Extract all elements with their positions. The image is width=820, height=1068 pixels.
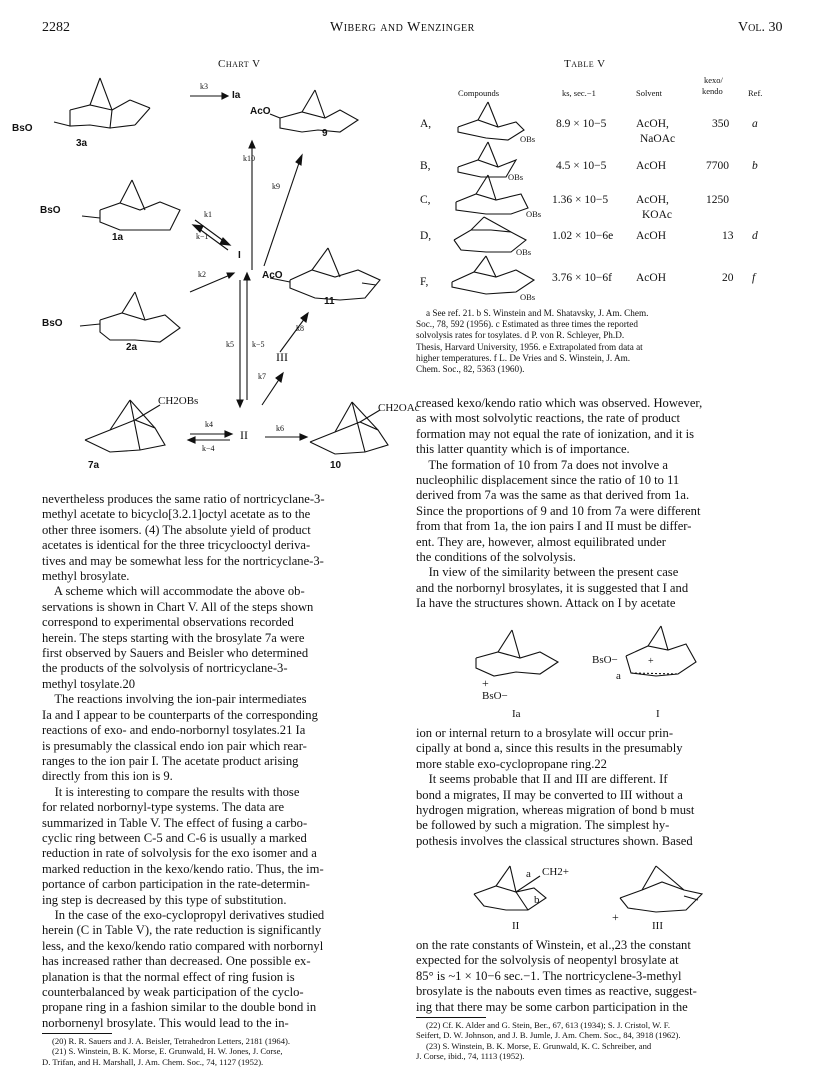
right-column-text-c — [416, 938, 780, 1015]
right-line: expected for the solvolysis of neopentyl brosylate at — [416, 953, 679, 968]
label-k-4: k−4 — [202, 444, 215, 453]
left-line: ing step is decreased by this type of substitution. — [42, 892, 287, 907]
right-line: and the norbornyl brosylates, it is suggested that I and — [416, 580, 689, 595]
row-d-ratio: 13 — [722, 230, 734, 242]
row-c-solvent2: KOAc — [642, 209, 673, 221]
row-b-ratio: 7700 — [706, 160, 729, 172]
right-line: ent. They are, however, almost equilibrated under — [416, 534, 666, 549]
i-plus: + — [648, 656, 654, 667]
row-f-solvent: AcOH — [636, 272, 667, 284]
table-title: Table V — [564, 58, 606, 70]
left-line: In the case of the exo-cyclopropyl derivatives studied — [42, 907, 325, 922]
table-footnotes — [416, 308, 780, 375]
left-line: the products of the solvolysis of nortricyclane-3- — [42, 661, 288, 676]
ii-ch2: CH2+ — [542, 866, 569, 878]
row-d-ref: d — [752, 230, 758, 242]
label-10: 10 — [330, 460, 342, 471]
label-k8: k8 — [296, 324, 304, 333]
structures-ii-iii — [416, 854, 780, 934]
label-3a: 3a — [76, 138, 88, 149]
left-column-text — [42, 492, 404, 1031]
left-line: is presumably the classical endo ion pair which rear- — [42, 738, 307, 753]
left-line: nevertheless produces the same ratio of nortricyclane-3- — [42, 492, 325, 506]
label-9: 9 — [322, 128, 328, 139]
left-line: other three isomers. (4) The absolute yield of product — [42, 522, 311, 537]
left-footnotes — [42, 1036, 404, 1067]
ia-bso: BsO− — [482, 690, 508, 702]
left-line: servations is shown in Chart V. All of the steps shown — [42, 599, 314, 614]
left-line: has increased rather than decreased. One possible ex- — [42, 954, 311, 969]
right-line: the conditions of the solvolysis. — [416, 550, 576, 565]
right-line: hydrogen migration, whereas migration of bond b must — [416, 803, 695, 818]
left-line: The reactions involving the ion-pair intermediates — [42, 692, 307, 707]
row-f-id: F, — [420, 276, 429, 288]
right-footnote-rule — [416, 1017, 486, 1018]
label-k9: k9 — [272, 182, 280, 191]
right-line: more stable exo-cyclopropane ring.22 — [416, 756, 607, 771]
right-column-text-a — [416, 396, 780, 612]
row-d-obs: OBs — [516, 247, 532, 257]
row-b-obs: OBs — [508, 172, 524, 182]
row-f-ratio: 20 — [722, 272, 734, 284]
left-line: counterbalanced by weak participation of the cyclo- — [42, 985, 304, 999]
row-d-solvent: AcOH — [636, 230, 667, 242]
label-ii-struct: II — [512, 920, 520, 932]
chart-title: Chart V — [218, 58, 261, 70]
chart-v-structures — [40, 70, 400, 470]
row-a-id: A, — [420, 118, 432, 130]
label-k-1: k−1 — [196, 232, 209, 241]
label-bso-3a: BsO — [12, 123, 33, 134]
row-a-ks: 8.9 × 10−5 — [556, 118, 607, 130]
volume: Vol. 30 — [738, 20, 783, 35]
right-line: nucleophilic displacement since the ratio of 10 to 11 — [416, 473, 680, 488]
label-ion-ii: II — [240, 428, 248, 442]
i-bond-a: a — [616, 670, 621, 682]
ii-bond-b: b — [534, 894, 540, 906]
footnote-23-cont: J. Corse, ibid., 74, 1113 (1952). — [416, 1051, 525, 1062]
row-f-ref: f — [752, 272, 756, 284]
right-line: derived from 7a was the same as that derived from 1a. — [416, 488, 690, 503]
label-1a: 1a — [112, 232, 124, 243]
row-a-ratio: 350 — [712, 118, 730, 130]
row-b-ks: 4.5 × 10−5 — [556, 160, 607, 172]
right-line: pothesis involves the classical structures shown. Based — [416, 833, 693, 848]
table-footnote-line: Chem. Soc., 82, 5363 (1960). — [416, 364, 525, 375]
left-line: herein. The steps starting with the brosylate 7a were — [42, 630, 305, 645]
row-d-id: D, — [420, 230, 432, 242]
label-ia-struct: Ia — [512, 708, 521, 720]
right-line: cipally at bond a, since this results in the presumably — [416, 741, 683, 756]
label-k6: k6 — [276, 424, 284, 433]
left-line: summarized in Table V. The effect of fusing a carbo- — [42, 815, 308, 830]
footnote-21-cont: D. Trifan, and H. Marshall, J. Am. Chem. Soc., 74, 1127 (1952). — [42, 1056, 264, 1067]
label-aco-9: AcO — [250, 106, 271, 117]
row-c-solvent: AcOH, — [636, 194, 669, 206]
label-iii-struct: III — [652, 920, 663, 932]
label-ion-iii: III — [276, 350, 288, 364]
table-footnote-line: higher temperatures. f L. De Vries and S. Winstein, J. Am. — [416, 352, 631, 363]
footnote-20: (20) R. R. Sauers and J. A. Beisler, Tetrahedron Letters, 2181 (1964). — [52, 1036, 291, 1046]
left-line: correspond to experimental observations recorded — [42, 615, 294, 630]
left-line: tives and may be somewhat less for the nortricyclane-3- — [42, 553, 324, 568]
header-ratio-top: kexo/ — [704, 75, 723, 85]
left-line: marked reduction in the kexo/kendo ratio. Thus, the im- — [42, 861, 324, 876]
chart-v-scheme — [12, 70, 420, 471]
running-title: Wiberg and Wenzinger — [330, 20, 475, 35]
label-ion-i: I — [238, 250, 241, 261]
left-line: less, and the kexo/kendo ratio compared with norbornyl — [42, 938, 324, 953]
right-line: this latter quantity which is of importance. — [416, 442, 630, 457]
i-bso: BsO− — [592, 654, 618, 666]
left-line: cyclic ring between C-5 and C-6 is usually a marked — [42, 830, 307, 845]
left-footnote-rule — [42, 1033, 112, 1034]
left-line: planation is that the normal effect of ring fusion is — [42, 969, 295, 984]
right-line: brosylate is the nabouts even times as reactive, suggest- — [416, 984, 697, 999]
footnote-22: (22) Cf. K. Alder and G. Stein, Ber., 67, 613 (1934); S. J. Cristol, W. F. — [426, 1020, 670, 1030]
left-line: reduction in rate of solvolysis for the exo isomer and a — [42, 846, 317, 861]
label-k-5: k−5 — [252, 340, 265, 349]
header-ks: ks, sec.−1 — [562, 88, 596, 98]
left-line: for related norbornyl-type systems. The data are — [42, 800, 285, 815]
label-k3: k3 — [200, 82, 208, 91]
row-b-ref: b — [752, 160, 758, 172]
right-line: from that from 1a, the ion pairs I and II must be differ- — [416, 519, 692, 534]
left-line: propane ring in a fashion similar to the double bond in — [42, 1000, 317, 1015]
table-v — [416, 72, 780, 312]
right-line: In view of the similarity between the present case — [416, 565, 679, 580]
left-line: methyl acetate to bicyclo[3.2.1]octyl acetate as to the — [42, 507, 311, 522]
row-d-ks: 1.02 × 10−6e — [552, 230, 614, 242]
label-k1: k1 — [204, 210, 212, 219]
right-line: 85° is ~1 × 10−6 sec.−1. The nortricyclene-3-methyl — [416, 968, 682, 983]
label-k10: k10 — [243, 154, 255, 163]
left-line: norbornenyl brosylate. This would lead to the in- — [42, 1015, 289, 1030]
row-a-ref: a — [752, 118, 758, 130]
row-c-ks: 1.36 × 10−5 — [552, 194, 609, 206]
right-line: on the rate constants of Winstein, et al.,23 the constant — [416, 938, 691, 952]
row-c-id: C, — [420, 194, 431, 206]
row-b-solvent: AcOH — [636, 160, 667, 172]
left-line: reactions of exo- and endo-norbornyl tosylates.21 Ia — [42, 723, 306, 738]
footnote-21: (21) S. Winstein, B. K. Morse, E. Grunwald, H. W. Jones, J. Corse, — [52, 1046, 283, 1057]
label-k7: k7 — [258, 372, 266, 381]
row-b-id: B, — [420, 160, 431, 172]
right-line: Ia have the structures shown. Attack on I by acetate — [416, 596, 676, 611]
left-line: methyl brosylate. — [42, 569, 130, 584]
left-line: portance of carbon participation in the rate-determin- — [42, 877, 310, 892]
right-footnotes — [416, 1020, 780, 1062]
right-line: be followed by such a migration. The simplest hy- — [416, 818, 670, 833]
label-i-struct: I — [656, 708, 660, 720]
footnote-23: (23) S. Winstein, B. K. Morse, E. Grunwald, K. C. Schreiber, and — [426, 1040, 652, 1051]
row-a-obs: OBs — [520, 134, 536, 144]
label-k2: k2 — [198, 270, 206, 279]
left-line: first observed by Sauers and Beisler who determined — [42, 646, 309, 661]
right-line: Since the proportions of 9 and 10 from 7a were different — [416, 503, 701, 518]
right-column-text-b — [416, 726, 780, 849]
header-compounds: Compounds — [458, 88, 500, 98]
right-line: bond a migrates, II may be converted to III without a — [416, 787, 683, 802]
label-bso-2a: BsO — [42, 318, 63, 329]
table-footnote-line: a See ref. 21. b S. Winstein and M. Shatavsky, J. Am. Chem. — [426, 308, 649, 318]
table-footnote-line: Soc., 78, 592 (1956). c Estimated as three times the reported — [416, 319, 638, 330]
label-2a: 2a — [126, 342, 138, 353]
structures-ia-i — [416, 618, 780, 718]
right-line: The formation of 10 from 7a does not involve a — [416, 457, 668, 472]
label-ch2oac: CH2OAc — [378, 402, 420, 414]
row-f-ks: 3.76 × 10−6f — [552, 272, 612, 284]
left-line: Ia and I appear to be counterparts of the corresponding — [42, 707, 318, 722]
header-ratio-bottom: kendo — [702, 86, 723, 96]
right-line: as with most solvolytic reactions, the rate of product — [416, 411, 681, 426]
header-ref: Ref. — [748, 88, 763, 98]
row-c-ratio: 1250 — [706, 194, 729, 206]
row-f-obs: OBs — [520, 292, 536, 302]
label-k5: k5 — [226, 340, 234, 349]
iii-plus: + — [612, 910, 619, 924]
row-a-solvent: AcOH, — [636, 118, 669, 130]
left-line: It is interesting to compare the results with those — [42, 784, 300, 799]
right-line: ion or internal return to a brosylate will occur prin- — [416, 726, 674, 740]
left-line: A scheme which will accommodate the above ob- — [42, 584, 305, 599]
right-line: creased kexo/kendo ratio which was observed. However, — [416, 396, 703, 410]
left-line: ranges to the ion pair I. The acetate product arising — [42, 753, 299, 768]
right-line: formation may not equal the rate of ionization, and it is — [416, 426, 695, 441]
left-line: acetates is identical for the three tricyclooctyl deriva- — [42, 538, 311, 553]
right-line: ing that there may be some carbon participation in the — [416, 999, 688, 1014]
label-bso-1a: BsO — [40, 205, 61, 216]
left-line: herein (C in Table V), the rate reduction is significantly — [42, 923, 322, 938]
left-line: methyl tosylate.20 — [42, 676, 136, 691]
structures-ia-i-drawing — [416, 618, 780, 718]
ii-bond-a: a — [526, 868, 531, 880]
left-line: directly from this ion is 9. — [42, 769, 173, 784]
label-aco-11: AcO — [262, 270, 283, 281]
table-footnote-line: Thesis, Harvard University, 1956. e Extrapolated from data at — [416, 341, 643, 352]
row-c-obs: OBs — [526, 209, 542, 219]
label-ch2obs: CH2OBs — [158, 395, 199, 407]
ia-plus: + — [482, 676, 489, 690]
label-7a: 7a — [88, 460, 100, 471]
structures-ii-iii-drawing — [416, 854, 780, 934]
label-ia: Ia — [232, 90, 241, 101]
footnote-22-cont: Seifert, D. W. Johnson, and J. B. Jumle, J. Am. Chem. Soc., 84, 3918 (1962). — [416, 1030, 681, 1041]
right-line: It seems probable that II and III are different. If — [416, 772, 668, 787]
table-footnote-line: solvolysis rates for tosylates. d P. von R. Schleyer, Ph.D. — [416, 330, 625, 341]
label-11: 11 — [324, 296, 335, 307]
page-number: 2282 — [42, 20, 70, 35]
row-a-solvent2: NaOAc — [640, 133, 676, 145]
label-k4: k4 — [205, 420, 213, 429]
header-solvent: Solvent — [636, 88, 662, 98]
